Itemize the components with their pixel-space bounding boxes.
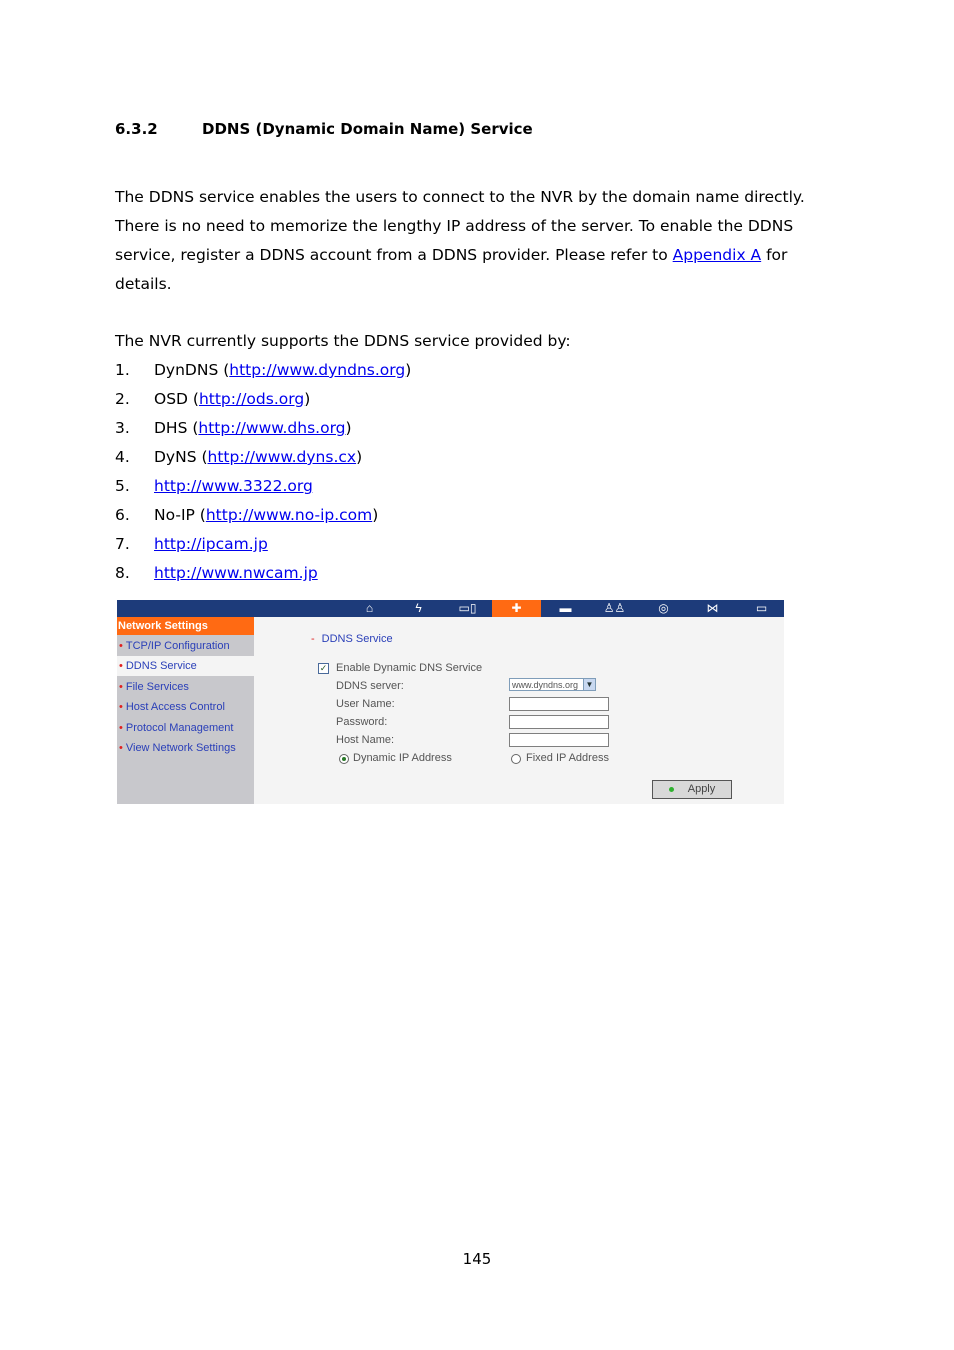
provider-link[interactable]: http://www.no-ip.com (205, 506, 373, 524)
provider-list-item (115, 559, 318, 588)
apply-button[interactable] (652, 780, 732, 799)
tag-icon[interactable]: ▭ (755, 601, 768, 615)
content-title (311, 633, 393, 645)
lightning-icon[interactable]: ϟ (415, 601, 422, 615)
green-dot-icon (669, 787, 674, 792)
host-name-input[interactable] (509, 733, 609, 747)
provider-number: 5. (115, 477, 130, 495)
bullet-icon: • (119, 660, 123, 673)
fixed-ip-radio[interactable] (511, 754, 521, 764)
sidebar-item-host-access-control[interactable] (117, 697, 254, 717)
sidebar-item-label: Host Access Control (125, 701, 225, 714)
provider-name: DynDNS ( (154, 361, 230, 379)
provider-name: No-IP ( (154, 506, 206, 524)
ddns-server-label: DDNS server: (336, 680, 404, 692)
bullet-icon: • (119, 742, 123, 754)
camera-icon[interactable]: ◎ (658, 601, 669, 615)
user-name-label: User Name: (336, 698, 395, 710)
sidebar (117, 617, 254, 804)
provider-link[interactable]: http://www.3322.org (154, 477, 313, 495)
nas-ddns-screenshot (117, 600, 784, 804)
sidebar-item-file-services[interactable] (117, 677, 254, 697)
intro-line-3 (115, 241, 787, 270)
apply-label: Apply (687, 783, 716, 795)
provider-link[interactable]: http://ods.org (198, 390, 305, 408)
sidebar-item-label: TCP/IP Configuration (125, 640, 230, 652)
provider-link[interactable]: http://www.dyns.cx (207, 448, 357, 466)
intro-line-2: There is no need to memorize the lengthy IP address of the server. To enable the DDNS (115, 217, 794, 235)
sidebar-item-label: Protocol Management (125, 721, 234, 734)
ddns-server-select[interactable] (509, 678, 596, 691)
section-number: 6.3.2 (115, 120, 158, 138)
host-name-label: Host Name: (336, 734, 395, 746)
provider-name: DyNS ( (154, 448, 208, 466)
provider-list-item (115, 356, 411, 385)
intro-line-1: The DDNS service enables the users to connect to the NVR by the domain name directly. (115, 188, 805, 206)
sidebar-item-label: DDNS Service (125, 660, 197, 673)
provider-link[interactable]: http://ipcam.jp (154, 535, 268, 553)
intro-line-4: details. (115, 275, 172, 293)
provider-link[interactable]: http://www.nwcam.jp (154, 564, 318, 582)
enable-ddns-label: Enable Dynamic DNS Service (336, 662, 483, 674)
supports-line: The NVR currently supports the DDNS service provided by: (115, 332, 571, 350)
sidebar-title: Network Settings (117, 617, 254, 635)
provider-close-paren: ) (356, 448, 363, 466)
user-name-input[interactable] (509, 697, 609, 711)
system-icon[interactable]: ▭▯ (458, 601, 477, 615)
password-label: Password: (336, 716, 388, 728)
section-title: DDNS (Dynamic Domain Name) Service (202, 120, 533, 138)
bullet-icon: • (119, 680, 123, 693)
provider-close-paren: ) (372, 506, 379, 524)
disk-icon[interactable]: ▬ (559, 601, 572, 615)
provider-number: 4. (115, 448, 130, 466)
section-heading (115, 120, 533, 138)
bullet-icon: • (119, 721, 123, 734)
appendix-a-link[interactable]: Appendix A (672, 246, 762, 264)
bullet-icon: • (119, 640, 123, 652)
sidebar-item-label: View Network Settings (125, 742, 236, 754)
provider-number: 7. (115, 535, 130, 553)
provider-list-item (115, 530, 268, 559)
bullet-icon: • (119, 701, 123, 714)
provider-number: 3. (115, 419, 130, 437)
network-icon[interactable]: ✚ (492, 600, 541, 617)
provider-name: OSD ( (154, 390, 199, 408)
provider-close-paren: ) (345, 419, 352, 437)
provider-name: DHS ( (154, 419, 199, 437)
home-icon[interactable]: ⌂ (365, 601, 374, 615)
chevron-down-icon[interactable]: ▼ (583, 679, 595, 690)
fixed-ip-label: Fixed IP Address (526, 752, 609, 764)
provider-number: 6. (115, 506, 130, 524)
sidebar-item-protocol-management[interactable] (117, 718, 254, 738)
provider-list-item (115, 472, 313, 501)
top-toolbar (117, 600, 784, 617)
dynamic-ip-label: Dynamic IP Address (353, 752, 452, 764)
sidebar-item-view-network-settings[interactable] (117, 738, 254, 758)
provider-list-item (115, 443, 362, 472)
provider-number: 1. (115, 361, 130, 379)
provider-number: 8. (115, 564, 130, 582)
users-icon[interactable]: ♙♙ (603, 601, 626, 615)
hourglass-icon[interactable]: ⋈ (706, 601, 719, 615)
sidebar-item-tcp-ip-configuration[interactable] (117, 636, 254, 656)
password-input[interactable] (509, 715, 609, 729)
ddns-server-value: www.dyndns.org (512, 680, 579, 690)
provider-number: 2. (115, 390, 130, 408)
collapse-dash-icon[interactable]: - (311, 633, 315, 645)
intro-line-3-text: service, register a DDNS account from a DDNS provider. Please refer to (115, 246, 673, 264)
content-title-text: DDNS Service (321, 633, 393, 645)
provider-list-item (115, 501, 378, 530)
intro-line-3-tail: for (761, 246, 788, 264)
page-number: 145 (462, 1250, 492, 1268)
provider-close-paren: ) (304, 390, 311, 408)
dynamic-ip-radio[interactable] (339, 754, 349, 764)
sidebar-item-ddns-service[interactable] (117, 656, 254, 676)
provider-list-item (115, 385, 310, 414)
sidebar-item-label: File Services (125, 680, 189, 693)
provider-link[interactable]: http://www.dyndns.org (229, 361, 406, 379)
enable-ddns-checkbox[interactable]: ✓ (319, 663, 328, 673)
provider-list-item (115, 414, 352, 443)
provider-link[interactable]: http://www.dhs.org (198, 419, 346, 437)
provider-close-paren: ) (405, 361, 412, 379)
